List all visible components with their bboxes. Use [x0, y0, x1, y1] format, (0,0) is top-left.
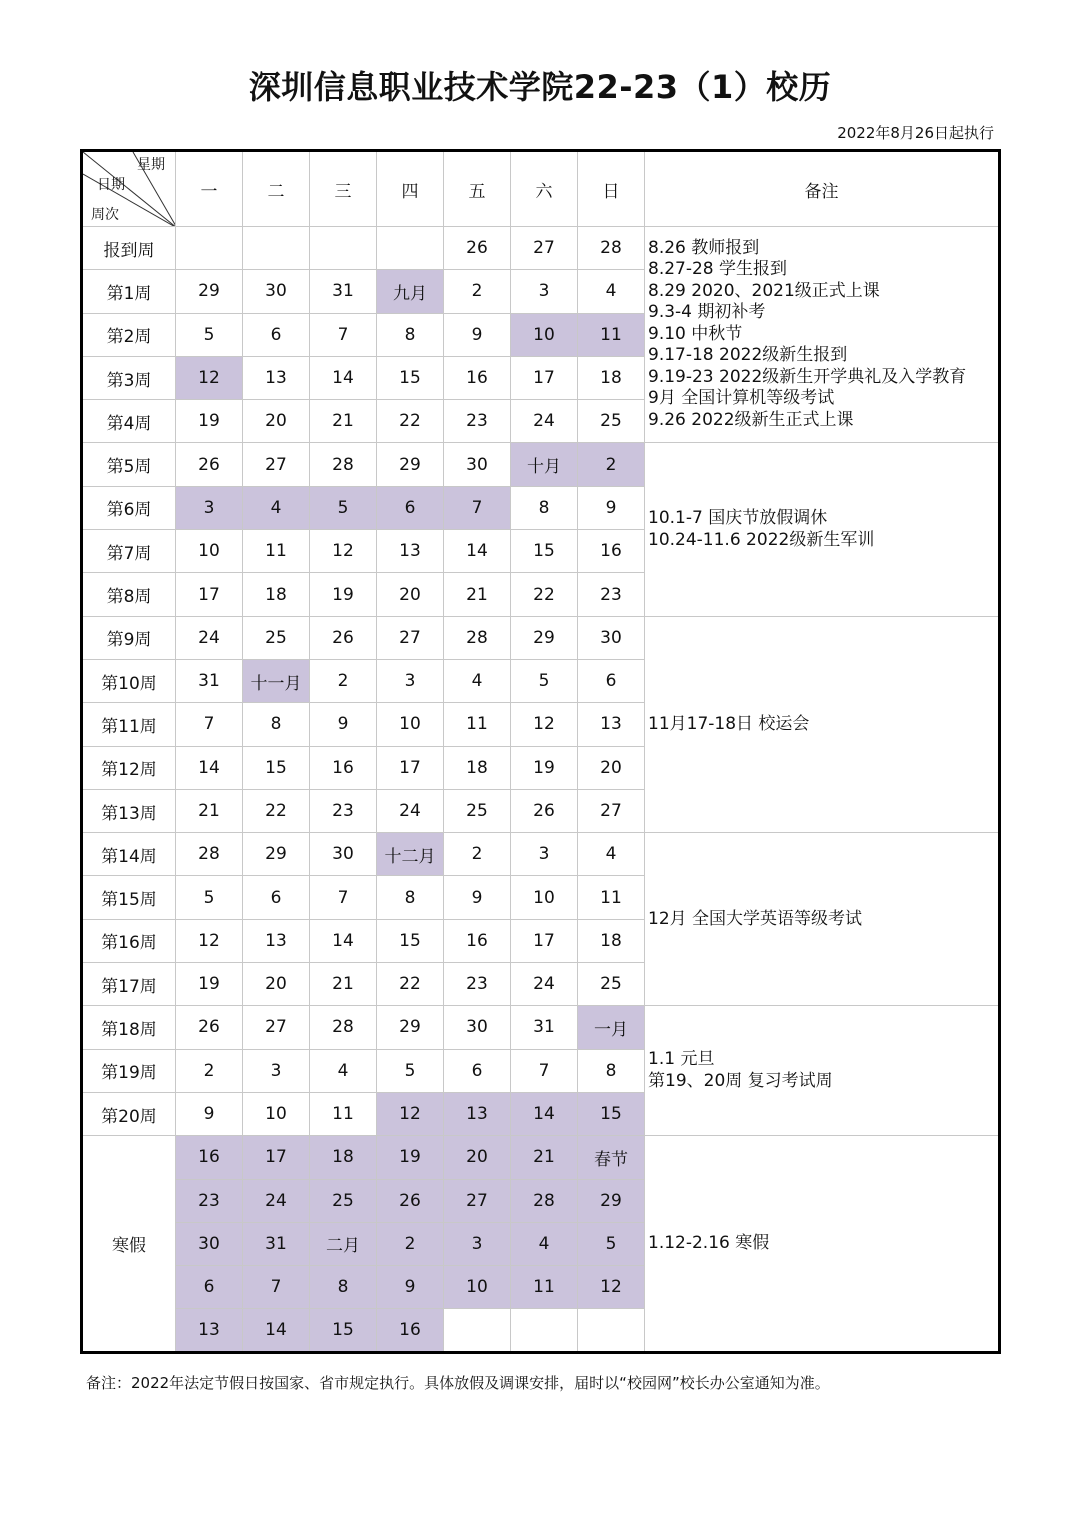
day-cell: 3 [243, 1049, 310, 1092]
day-cell: 31 [243, 1222, 310, 1265]
day-cell: 十月 [511, 443, 578, 486]
day-cell: 9 [310, 703, 377, 746]
day-cell: 11 [310, 1092, 377, 1135]
day-cell: 13 [377, 530, 444, 573]
week-label: 第18周 [82, 1006, 176, 1049]
day-cell: 5 [578, 1222, 645, 1265]
day-cell: 19 [310, 573, 377, 616]
day-cell: 11 [444, 703, 511, 746]
day-cell: 26 [377, 1179, 444, 1222]
day-cell: 7 [176, 703, 243, 746]
note-line: 9.17-18 2022级新生报到 [648, 345, 848, 366]
day-cell: 12 [176, 919, 243, 962]
day-cell: 19 [511, 746, 578, 789]
day-cell: 22 [511, 573, 578, 616]
day-cell: 28 [310, 443, 377, 486]
day-cell: 26 [176, 443, 243, 486]
day-cell: 30 [444, 1006, 511, 1049]
day-cell: 春节 [578, 1136, 645, 1179]
day-cell: 15 [243, 746, 310, 789]
day-cell: 14 [444, 530, 511, 573]
day-cell: 28 [511, 1179, 578, 1222]
week-label: 报到周 [82, 227, 176, 270]
day-cell: 25 [444, 789, 511, 832]
day-cell: 7 [511, 1049, 578, 1092]
day-cell: 17 [176, 573, 243, 616]
day-cell: 14 [310, 356, 377, 399]
day-cell: 12 [578, 1266, 645, 1309]
day-header: 四 [377, 151, 444, 227]
day-cell: 8 [243, 703, 310, 746]
day-cell: 20 [578, 746, 645, 789]
day-cell: 9 [444, 313, 511, 356]
day-cell: 14 [310, 919, 377, 962]
day-cell: 8 [578, 1049, 645, 1092]
week-row [82, 616, 1000, 659]
day-cell: 29 [176, 270, 243, 313]
day-cell: 29 [377, 443, 444, 486]
week-label: 第11周 [82, 703, 176, 746]
day-cell: 九月 [377, 270, 444, 313]
day-cell: 7 [444, 486, 511, 529]
day-cell: 12 [511, 703, 578, 746]
day-cell: 20 [243, 400, 310, 443]
day-cell: 8 [310, 1266, 377, 1309]
day-cell: 8 [377, 876, 444, 919]
notes-cell [645, 1006, 1000, 1136]
day-cell: 14 [243, 1309, 310, 1352]
day-cell: 26 [511, 789, 578, 832]
day-cell: 24 [511, 963, 578, 1006]
day-header: 二 [243, 151, 310, 227]
day-cell: 4 [578, 833, 645, 876]
week-label: 第12周 [82, 746, 176, 789]
effective-date: 2022年8月26日起执行 [837, 124, 994, 142]
note-line: 8.26 教师报到 [648, 237, 760, 258]
day-cell: 29 [377, 1006, 444, 1049]
day-cell: 10 [243, 1092, 310, 1135]
day-cell: 8 [511, 486, 578, 529]
day-cell: 22 [377, 400, 444, 443]
day-cell: 13 [176, 1309, 243, 1352]
day-cell: 5 [176, 313, 243, 356]
day-cell: 23 [444, 963, 511, 1006]
week-row [82, 1006, 1000, 1049]
day-cell: 11 [578, 313, 645, 356]
day-cell: 9 [444, 876, 511, 919]
day-cell: 4 [310, 1049, 377, 1092]
note-line: 第19、20周 复习考试周 [648, 1070, 833, 1091]
day-cell: 2 [377, 1222, 444, 1265]
day-cell: 26 [310, 616, 377, 659]
day-cell: 18 [310, 1136, 377, 1179]
notes-cell [645, 616, 1000, 832]
day-cell: 9 [377, 1266, 444, 1309]
day-cell: 6 [444, 1049, 511, 1092]
note-line: 8.29 2020、2021级正式上课 [648, 280, 880, 301]
notes-header: 备注 [645, 151, 1000, 227]
day-cell: 16 [444, 356, 511, 399]
day-cell: 27 [578, 789, 645, 832]
day-cell: 31 [511, 1006, 578, 1049]
day-cell: 25 [243, 616, 310, 659]
day-cell: 10 [511, 876, 578, 919]
day-cell: 2 [578, 443, 645, 486]
day-cell: 11 [511, 1266, 578, 1309]
day-cell: 12 [310, 530, 377, 573]
day-cell: 16 [377, 1309, 444, 1352]
week-row [82, 443, 1000, 486]
day-header: 五 [444, 151, 511, 227]
day-cell: 5 [176, 876, 243, 919]
day-cell: 6 [243, 876, 310, 919]
day-header: 日 [578, 151, 645, 227]
day-cell: 21 [511, 1136, 578, 1179]
day-cell: 6 [377, 486, 444, 529]
day-cell: 16 [444, 919, 511, 962]
day-cell: 4 [243, 486, 310, 529]
week-label: 第7周 [82, 530, 176, 573]
day-cell: 3 [176, 486, 243, 529]
note-line: 1.1 元旦 [648, 1049, 715, 1070]
day-cell: 18 [243, 573, 310, 616]
day-cell: 24 [243, 1179, 310, 1222]
day-cell: 5 [377, 1049, 444, 1092]
day-cell: 5 [511, 659, 578, 702]
day-cell: 24 [511, 400, 578, 443]
day-cell: 26 [176, 1006, 243, 1049]
week-label: 第1周 [82, 270, 176, 313]
day-cell: 7 [310, 876, 377, 919]
page-title: 深圳信息职业技术学院22-23（1）校历 [248, 68, 832, 106]
day-cell: 23 [444, 400, 511, 443]
day-cell: 10 [176, 530, 243, 573]
day-cell: 6 [578, 659, 645, 702]
notes-cell [645, 443, 1000, 616]
day-cell: 15 [511, 530, 578, 573]
footer-note: 备注：2022年法定节假日按国家、省市规定执行。具体放假及调课安排，届时以“校园网”校长办公室通知为准。 [86, 1374, 830, 1392]
day-cell: 一月 [578, 1006, 645, 1049]
corner-weekday-label: 星期 [137, 157, 165, 173]
day-cell: 17 [377, 746, 444, 789]
day-cell: 31 [176, 659, 243, 702]
day-cell: 23 [310, 789, 377, 832]
note-line: 9.3-4 期初补考 [648, 302, 766, 323]
day-cell: 4 [511, 1222, 578, 1265]
day-cell: 二月 [310, 1222, 377, 1265]
day-cell: 3 [511, 270, 578, 313]
day-cell: 18 [578, 919, 645, 962]
day-cell: 10 [511, 313, 578, 356]
week-label: 第9周 [82, 616, 176, 659]
day-cell: 2 [444, 833, 511, 876]
day-cell: 13 [578, 703, 645, 746]
day-cell: 29 [578, 1179, 645, 1222]
day-cell: 30 [310, 833, 377, 876]
note-line: 10.1-7 国庆节放假调休 [648, 508, 828, 529]
note-line: 12月 全国大学英语等级考试 [648, 908, 863, 929]
day-cell: 10 [444, 1266, 511, 1309]
day-cell [243, 227, 310, 270]
day-cell: 12 [176, 356, 243, 399]
day-cell: 31 [310, 270, 377, 313]
day-cell: 17 [511, 919, 578, 962]
day-cell: 14 [511, 1092, 578, 1135]
day-cell: 27 [444, 1179, 511, 1222]
day-cell: 27 [243, 443, 310, 486]
day-cell: 12 [377, 1092, 444, 1135]
note-line: 9.26 2022级新生正式上课 [648, 409, 854, 430]
day-cell: 28 [444, 616, 511, 659]
note-line: 9月 全国计算机等级考试 [648, 388, 835, 409]
day-cell: 4 [444, 659, 511, 702]
day-cell: 13 [243, 356, 310, 399]
day-cell: 14 [176, 746, 243, 789]
corner-header-cell [82, 151, 176, 227]
day-cell: 17 [511, 356, 578, 399]
note-line: 11月17-18日 校运会 [648, 713, 810, 734]
day-cell: 20 [444, 1136, 511, 1179]
day-cell: 17 [243, 1136, 310, 1179]
day-cell: 27 [377, 616, 444, 659]
week-label: 第16周 [82, 919, 176, 962]
day-cell: 20 [243, 963, 310, 1006]
notes-cell [645, 833, 1000, 1006]
note-line: 9.19-23 2022级新生开学典礼及入学教育 [648, 366, 967, 387]
day-cell [444, 1309, 511, 1352]
day-cell: 16 [310, 746, 377, 789]
day-cell: 10 [377, 703, 444, 746]
day-cell: 十二月 [377, 833, 444, 876]
note-line: 10.24-11.6 2022级新生军训 [648, 529, 875, 550]
header-row [82, 151, 1000, 227]
week-label: 第14周 [82, 833, 176, 876]
week-label: 第20周 [82, 1092, 176, 1135]
day-cell: 3 [377, 659, 444, 702]
day-header: 三 [310, 151, 377, 227]
day-cell: 15 [578, 1092, 645, 1135]
day-cell: 18 [444, 746, 511, 789]
day-cell: 6 [176, 1266, 243, 1309]
day-header: 六 [511, 151, 578, 227]
winter-break-label: 寒假 [82, 1136, 176, 1352]
day-cell: 9 [176, 1092, 243, 1135]
day-cell: 23 [578, 573, 645, 616]
day-cell: 7 [243, 1266, 310, 1309]
notes-cell [645, 1136, 1000, 1352]
day-cell: 3 [511, 833, 578, 876]
corner-week-label: 周次 [91, 207, 119, 223]
week-row [82, 833, 1000, 876]
day-cell: 5 [310, 486, 377, 529]
day-cell: 20 [377, 573, 444, 616]
day-cell: 2 [310, 659, 377, 702]
day-cell: 24 [377, 789, 444, 832]
day-cell: 25 [578, 963, 645, 1006]
day-cell: 30 [444, 443, 511, 486]
day-cell: 24 [176, 616, 243, 659]
day-cell: 21 [310, 400, 377, 443]
day-cell: 15 [377, 919, 444, 962]
corner-date-label: 日期 [97, 177, 125, 193]
day-cell [310, 227, 377, 270]
day-cell: 十一月 [243, 659, 310, 702]
day-cell: 11 [243, 530, 310, 573]
day-cell: 2 [176, 1049, 243, 1092]
day-cell: 25 [310, 1179, 377, 1222]
week-label: 第10周 [82, 659, 176, 702]
day-cell: 15 [377, 356, 444, 399]
day-cell: 16 [176, 1136, 243, 1179]
day-cell: 27 [511, 227, 578, 270]
day-cell: 27 [243, 1006, 310, 1049]
day-cell: 16 [578, 530, 645, 573]
week-label: 第5周 [82, 443, 176, 486]
note-line: 8.27-28 学生报到 [648, 259, 788, 280]
note-line: 1.12-2.16 寒假 [648, 1232, 770, 1253]
day-cell: 15 [310, 1309, 377, 1352]
day-cell: 6 [243, 313, 310, 356]
day-cell: 28 [310, 1006, 377, 1049]
day-cell [578, 1309, 645, 1352]
day-cell: 4 [578, 270, 645, 313]
week-label: 第13周 [82, 789, 176, 832]
day-cell: 21 [444, 573, 511, 616]
week-label: 第15周 [82, 876, 176, 919]
day-cell: 29 [243, 833, 310, 876]
day-cell: 30 [176, 1222, 243, 1265]
week-label: 第4周 [82, 400, 176, 443]
day-cell: 26 [444, 227, 511, 270]
day-cell: 22 [243, 789, 310, 832]
week-label: 第19周 [82, 1049, 176, 1092]
day-cell [176, 227, 243, 270]
day-cell: 28 [176, 833, 243, 876]
calendar-table [80, 149, 1001, 1354]
notes-cell [645, 227, 1000, 443]
day-cell: 25 [578, 400, 645, 443]
day-cell: 30 [243, 270, 310, 313]
day-cell: 19 [176, 963, 243, 1006]
day-cell: 18 [578, 356, 645, 399]
day-cell: 21 [310, 963, 377, 1006]
day-cell: 9 [578, 486, 645, 529]
day-cell: 13 [243, 919, 310, 962]
note-line: 9.10 中秋节 [648, 323, 743, 344]
day-cell [377, 227, 444, 270]
week-label: 第8周 [82, 573, 176, 616]
day-cell: 21 [176, 789, 243, 832]
day-cell: 19 [176, 400, 243, 443]
day-cell: 11 [578, 876, 645, 919]
winter-break-row [82, 1136, 1000, 1179]
week-label: 第2周 [82, 313, 176, 356]
week-label: 第17周 [82, 963, 176, 1006]
week-label: 第3周 [82, 356, 176, 399]
week-row [82, 227, 1000, 270]
day-cell: 28 [578, 227, 645, 270]
day-cell: 19 [377, 1136, 444, 1179]
day-cell: 29 [511, 616, 578, 659]
day-cell: 30 [578, 616, 645, 659]
day-cell: 22 [377, 963, 444, 1006]
day-cell: 23 [176, 1179, 243, 1222]
day-cell: 7 [310, 313, 377, 356]
day-cell: 2 [444, 270, 511, 313]
day-cell [511, 1309, 578, 1352]
day-header: 一 [176, 151, 243, 227]
week-label: 第6周 [82, 486, 176, 529]
day-cell: 13 [444, 1092, 511, 1135]
day-cell: 8 [377, 313, 444, 356]
day-cell: 3 [444, 1222, 511, 1265]
